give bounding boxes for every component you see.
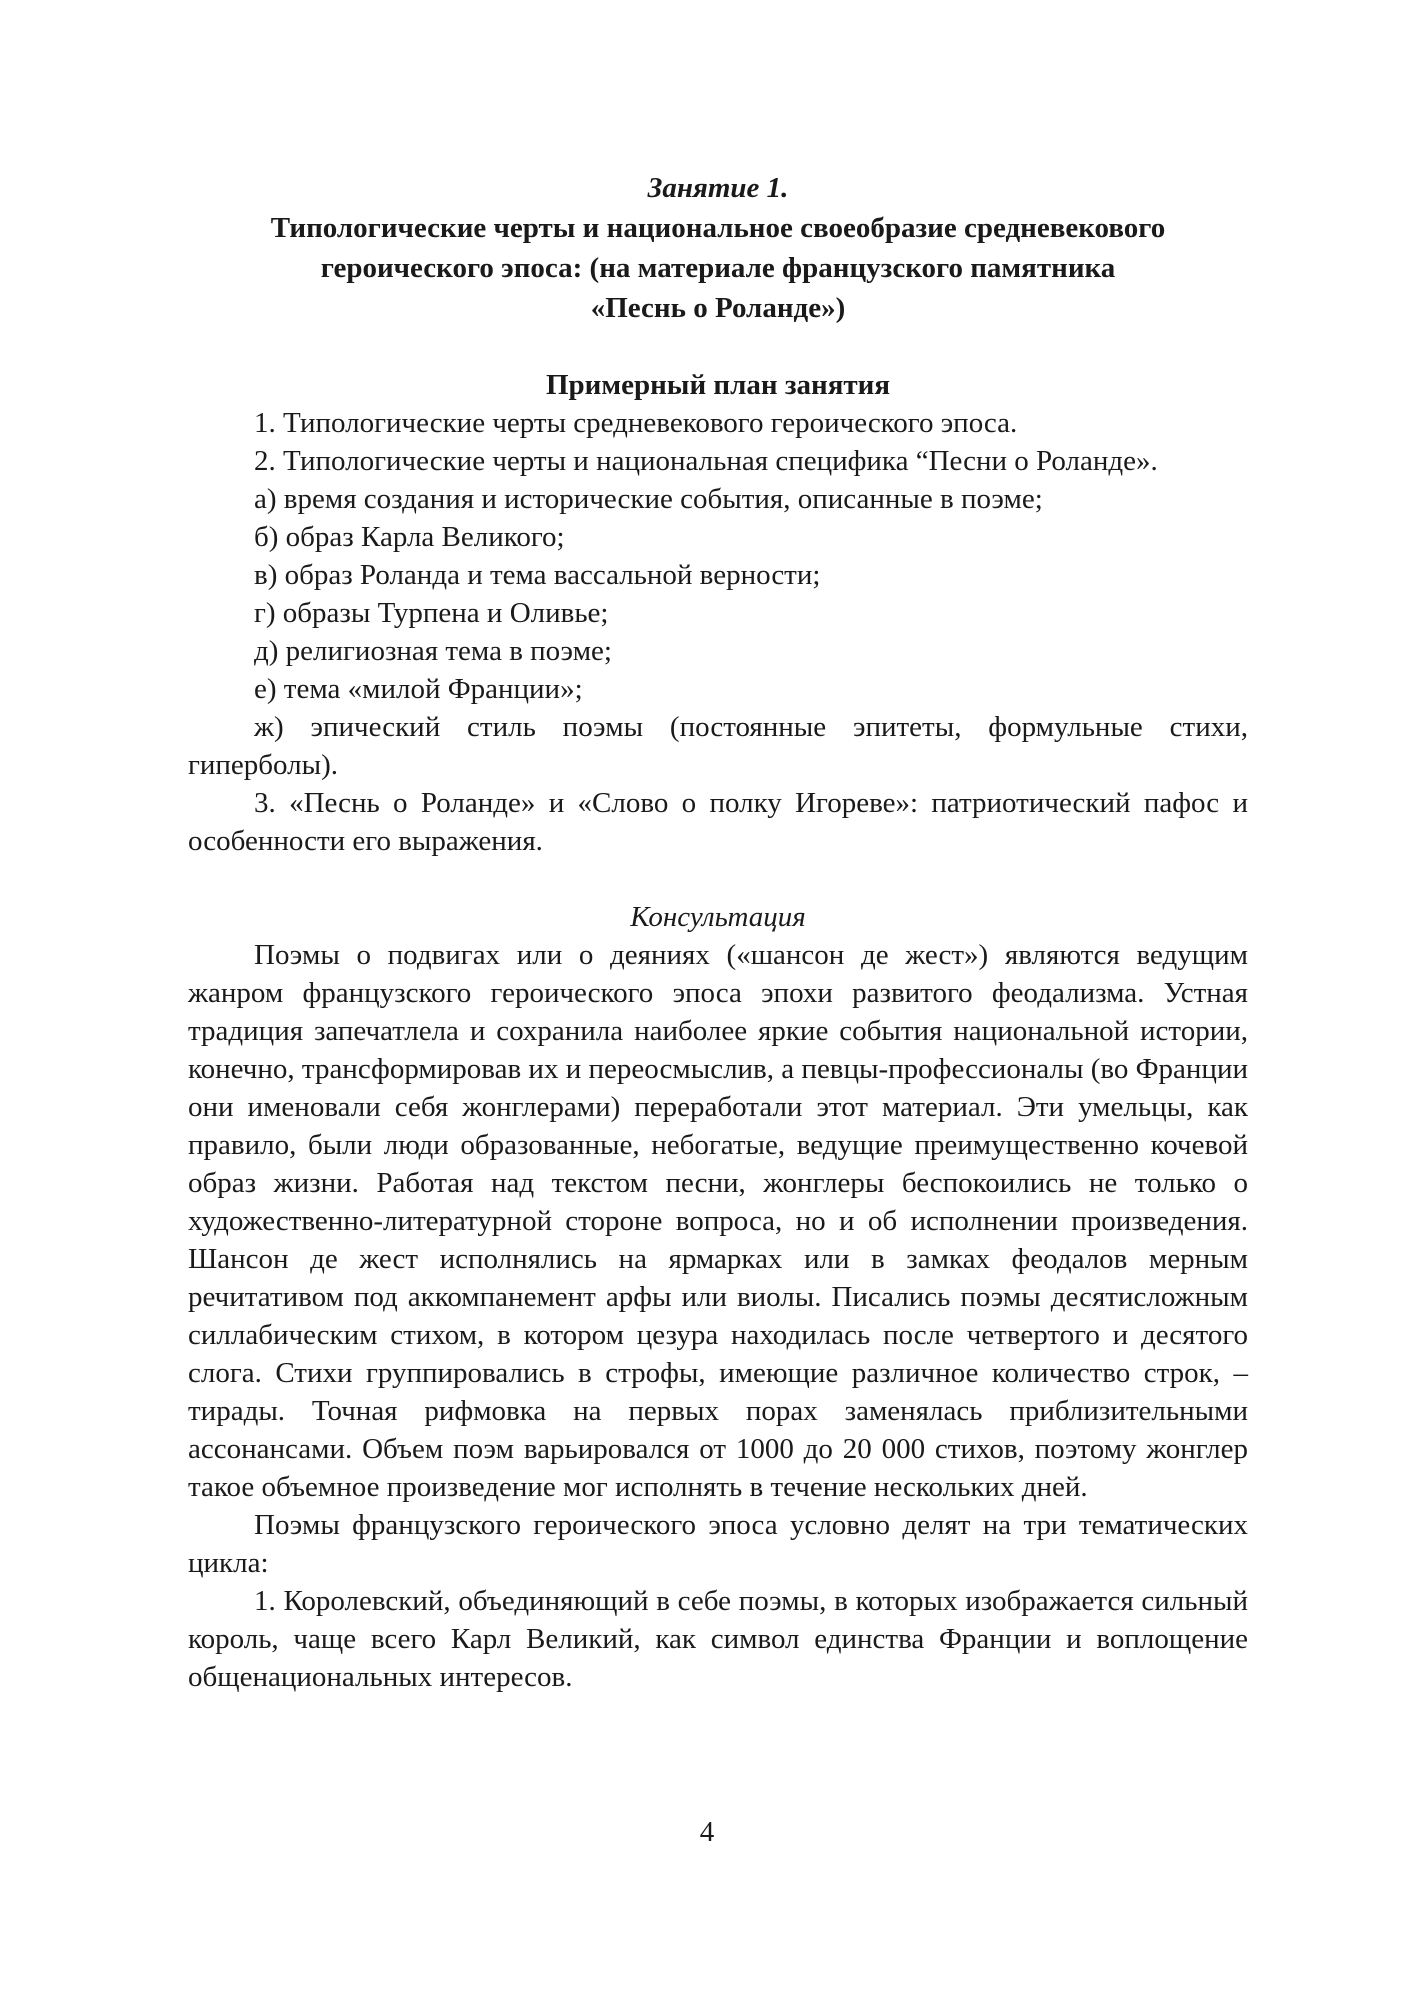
plan-item: в) образ Роланда и тема вассальной верности; <box>254 559 821 591</box>
plan-item: 1. Типологические черты средневекового героического эпоса. <box>254 407 1018 439</box>
plan-item: е) тема «милой Франции»; <box>254 673 583 705</box>
consultation-heading: Консультация <box>630 901 806 933</box>
plan-item: ж) эпический стиль поэмы (постоянные эпитеты, формульные стихи, гиперболы). <box>188 711 1248 781</box>
lesson-title-line: «Песнь о Роланде») <box>590 292 846 324</box>
lesson-label: Занятие 1. <box>647 172 789 204</box>
plan-item: д) религиозная тема в поэме; <box>254 635 612 667</box>
plan-item: 2. Типологические черты и национальная специфика “Песни о Роланде». <box>254 445 1158 477</box>
page-number: 4 <box>699 1816 715 1848</box>
consultation-paragraph: 1. Королевский, объединяющий в себе поэмы, в которых изображается сильный король, чаще всего Карл Великий, как символ единства Франции и воплощение общенациональных интересов. <box>188 1585 1248 1693</box>
consultation-paragraph: Поэмы о подвигах или о деяниях («шансон де жест») являются ведущим жанром французского героического эпоса эпохи развитого феодализма. Устная традиция запечатлела и сохранила наиболее яркие события национальной истории, конечно, трансформировав их и переосмыслив, а певцы-профессионалы (во Франции они именовали себя жонглерами) переработали этот материал. Эти умельцы, как правило, были люди образованные, небогатые, ведущие преимущественно кочевой образ жизни. Работая над текстом песни, жонглеры беспокоились не только о художественно-литературной стороне вопроса, но и об исполнении произведения. Шансон де жест исполнялись на ярмарках или в замках феодалов мерным речитативом под аккомпанемент арфы или виолы. Писались поэмы десятисложным силлабическим стихом, в котором цезура находилась после четвертого и десятого слога. Стихи группировались в строфы, имеющие различное количество строк, – тирады. Точная рифмовка на первых порах заменялась приблизительными ассонансами. Объем поэм варьировался от 1000 до 20 000 стихов, поэтому жонглер такое объемное произведение мог исполнять в течение нескольких дней. <box>188 939 1248 1503</box>
lesson-title-line: героического эпоса: (на материале французского памятника <box>320 252 1116 284</box>
plan-item: 3. «Песнь о Роланде» и «Слово о полку Игореве»: патриотический пафос и особенности его выражения. <box>188 787 1248 857</box>
plan-item: а) время создания и исторические события, описанные в поэме; <box>254 483 1043 515</box>
plan-heading: Примерный план занятия <box>545 369 891 401</box>
document-page <box>188 168 1248 1696</box>
lesson-title-line: Типологические черты и национальное своеобразие средневекового <box>270 212 1166 244</box>
plan-item: г) образы Турпена и Оливье; <box>254 597 609 629</box>
consultation-paragraph: Поэмы французского героического эпоса условно делят на три тематических цикла: <box>188 1509 1248 1579</box>
plan-item: б) образ Карла Великого; <box>254 521 565 553</box>
